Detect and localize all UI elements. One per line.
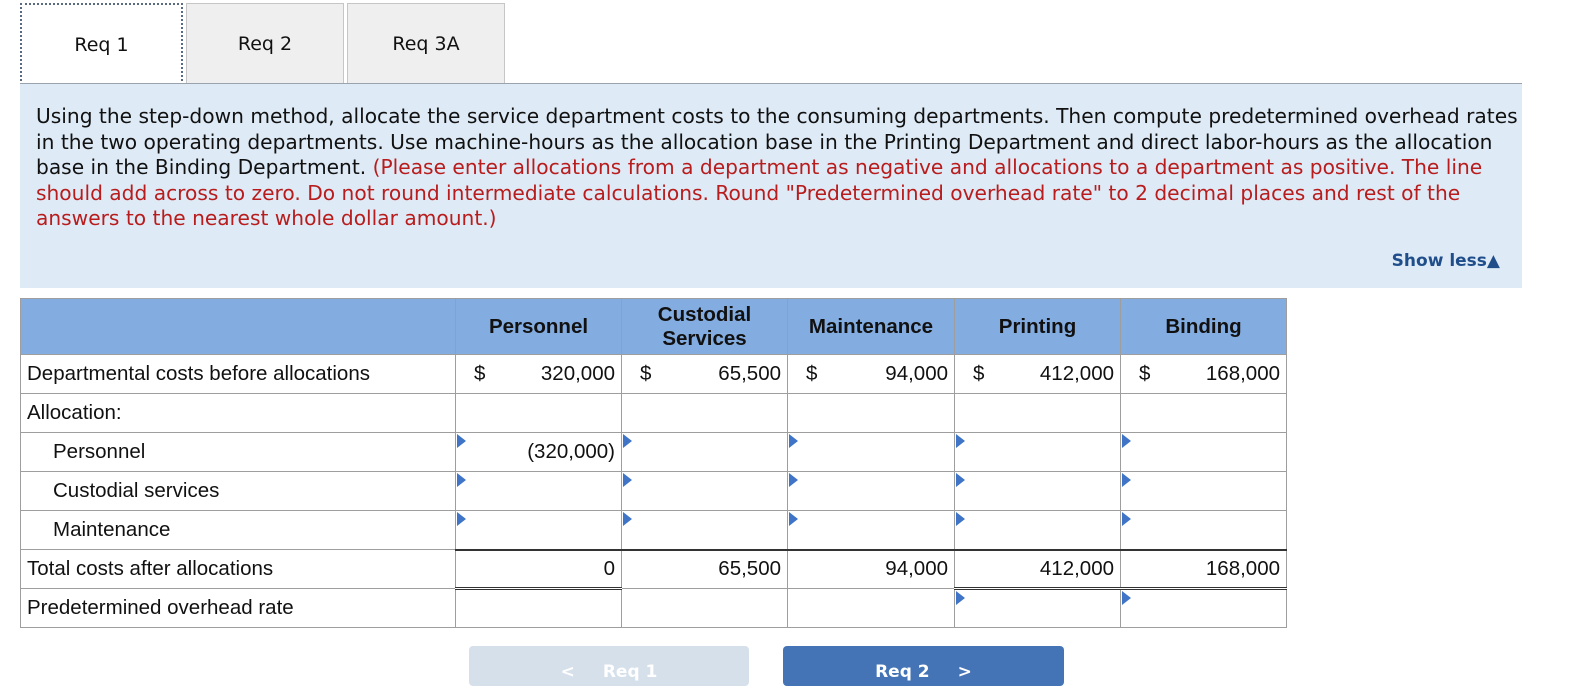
cell-empty bbox=[456, 589, 622, 628]
chevron-right-icon: > bbox=[957, 662, 972, 682]
table-row bbox=[21, 589, 1287, 628]
cell-before-maintenance: $ 94,000 bbox=[788, 355, 955, 394]
input-marker-icon bbox=[956, 434, 965, 448]
input-custodial-personnel[interactable] bbox=[456, 472, 622, 511]
instructions-text: Using the step-down method, allocate the service department costs to the consuming departments. Then compute predetermined overhead rates in the two operating departments. Use machine-hours as the allocation base in the Printing Department and direct labor-hours as the allocation base in the Binding Department. bbox=[36, 104, 1518, 180]
input-custodial-custodial[interactable] bbox=[622, 472, 788, 511]
row-label-costs-before: Departmental costs before allocations bbox=[21, 355, 456, 394]
cell-empty bbox=[456, 394, 622, 433]
input-marker-icon bbox=[1122, 591, 1131, 605]
instructions-panel bbox=[20, 84, 1522, 288]
header-maintenance: Maintenance bbox=[788, 299, 955, 355]
cell-total-maintenance: 94,000 bbox=[788, 550, 955, 589]
table-row bbox=[21, 472, 1287, 511]
table-row bbox=[21, 433, 1287, 472]
chevron-left-icon: < bbox=[560, 662, 575, 682]
cell-empty bbox=[1121, 394, 1287, 433]
tab-req-3a[interactable]: Req 3A bbox=[347, 3, 505, 84]
cell-empty bbox=[622, 589, 788, 628]
cell-before-printing: $ 412,000 bbox=[955, 355, 1121, 394]
input-marker-icon bbox=[457, 512, 466, 526]
row-label-personnel: Personnel bbox=[21, 433, 456, 472]
input-marker-icon bbox=[1122, 473, 1131, 487]
row-label-custodial-services: Custodial services bbox=[21, 472, 456, 511]
show-less-toggle[interactable] bbox=[1392, 249, 1500, 275]
next-req-label: Req 2 bbox=[875, 662, 930, 682]
row-label-overhead-rate: Predetermined overhead rate bbox=[21, 589, 456, 628]
input-marker-icon bbox=[956, 473, 965, 487]
input-maintenance-maintenance[interactable] bbox=[788, 511, 955, 550]
prev-req-label: Req 1 bbox=[602, 662, 658, 682]
input-marker-icon bbox=[623, 473, 632, 487]
input-personnel-custodial[interactable] bbox=[622, 433, 788, 472]
input-maintenance-personnel[interactable] bbox=[456, 511, 622, 550]
input-marker-icon bbox=[457, 434, 466, 448]
row-label-total-costs: Total costs after allocations bbox=[21, 550, 456, 589]
cell-total-personnel: 0 bbox=[456, 550, 622, 589]
input-custodial-printing[interactable] bbox=[955, 472, 1121, 511]
header-personnel: Personnel bbox=[456, 299, 622, 355]
cell-total-custodial: 65,500 bbox=[622, 550, 788, 589]
cell-before-custodial: $ 65,500 bbox=[622, 355, 788, 394]
input-personnel-personnel[interactable]: (320,000) bbox=[456, 433, 622, 472]
row-label-allocation: Allocation: bbox=[21, 394, 456, 433]
header-binding: Binding bbox=[1121, 299, 1287, 355]
cell-empty bbox=[622, 394, 788, 433]
input-maintenance-custodial[interactable] bbox=[622, 511, 788, 550]
input-marker-icon bbox=[956, 591, 965, 605]
table-row bbox=[21, 550, 1287, 589]
input-rate-printing[interactable] bbox=[955, 589, 1121, 628]
input-personnel-binding[interactable] bbox=[1121, 433, 1287, 472]
cell-total-binding: 168,000 bbox=[1121, 550, 1287, 589]
header-custodial-services: Custodial Services bbox=[622, 299, 788, 355]
input-marker-icon bbox=[789, 512, 798, 526]
triangle-up-icon: ▲ bbox=[1486, 251, 1500, 271]
tab-req-1[interactable]: Req 1 bbox=[20, 3, 183, 85]
next-req-button[interactable] bbox=[783, 646, 1064, 686]
table-row bbox=[21, 394, 1287, 433]
table-row bbox=[21, 355, 1287, 394]
table-row bbox=[21, 511, 1287, 550]
tab-req-2[interactable]: Req 2 bbox=[186, 3, 344, 84]
input-marker-icon bbox=[789, 434, 798, 448]
input-marker-icon bbox=[789, 473, 798, 487]
cell-before-personnel: $ 320,000 bbox=[456, 355, 622, 394]
input-marker-icon bbox=[1122, 512, 1131, 526]
input-marker-icon bbox=[623, 512, 632, 526]
cell-empty bbox=[788, 589, 955, 628]
input-rate-binding[interactable] bbox=[1121, 589, 1287, 628]
input-personnel-printing[interactable] bbox=[955, 433, 1121, 472]
prev-req-button[interactable] bbox=[469, 646, 749, 686]
header-blank bbox=[21, 299, 456, 355]
show-less-label: Show less bbox=[1391, 251, 1487, 271]
input-custodial-binding[interactable] bbox=[1121, 472, 1287, 511]
table-header-row bbox=[21, 299, 1287, 355]
input-marker-icon bbox=[623, 434, 632, 448]
input-maintenance-printing[interactable] bbox=[955, 511, 1121, 550]
input-maintenance-binding[interactable] bbox=[1121, 511, 1287, 550]
cell-empty bbox=[788, 394, 955, 433]
instructions-note: (Please enter allocations from a department as negative and allocations to a department as positive. The line should add across to zero. Do not round intermediate calculations. Round "Predetermined overhead rate" to 2 decimal places and rest of the answers to the nearest whole dollar amount.) bbox=[36, 155, 1483, 231]
input-marker-icon bbox=[956, 512, 965, 526]
input-marker-icon bbox=[457, 473, 466, 487]
input-custodial-maintenance[interactable] bbox=[788, 472, 955, 511]
tab-bar bbox=[20, 3, 1522, 84]
input-personnel-maintenance[interactable] bbox=[788, 433, 955, 472]
allocation-table bbox=[20, 298, 1287, 628]
input-marker-icon bbox=[1122, 434, 1131, 448]
row-label-maintenance: Maintenance bbox=[21, 511, 456, 550]
header-printing: Printing bbox=[955, 299, 1121, 355]
cell-before-binding: $ 168,000 bbox=[1121, 355, 1287, 394]
cell-empty bbox=[955, 394, 1121, 433]
cell-total-printing: 412,000 bbox=[955, 550, 1121, 589]
